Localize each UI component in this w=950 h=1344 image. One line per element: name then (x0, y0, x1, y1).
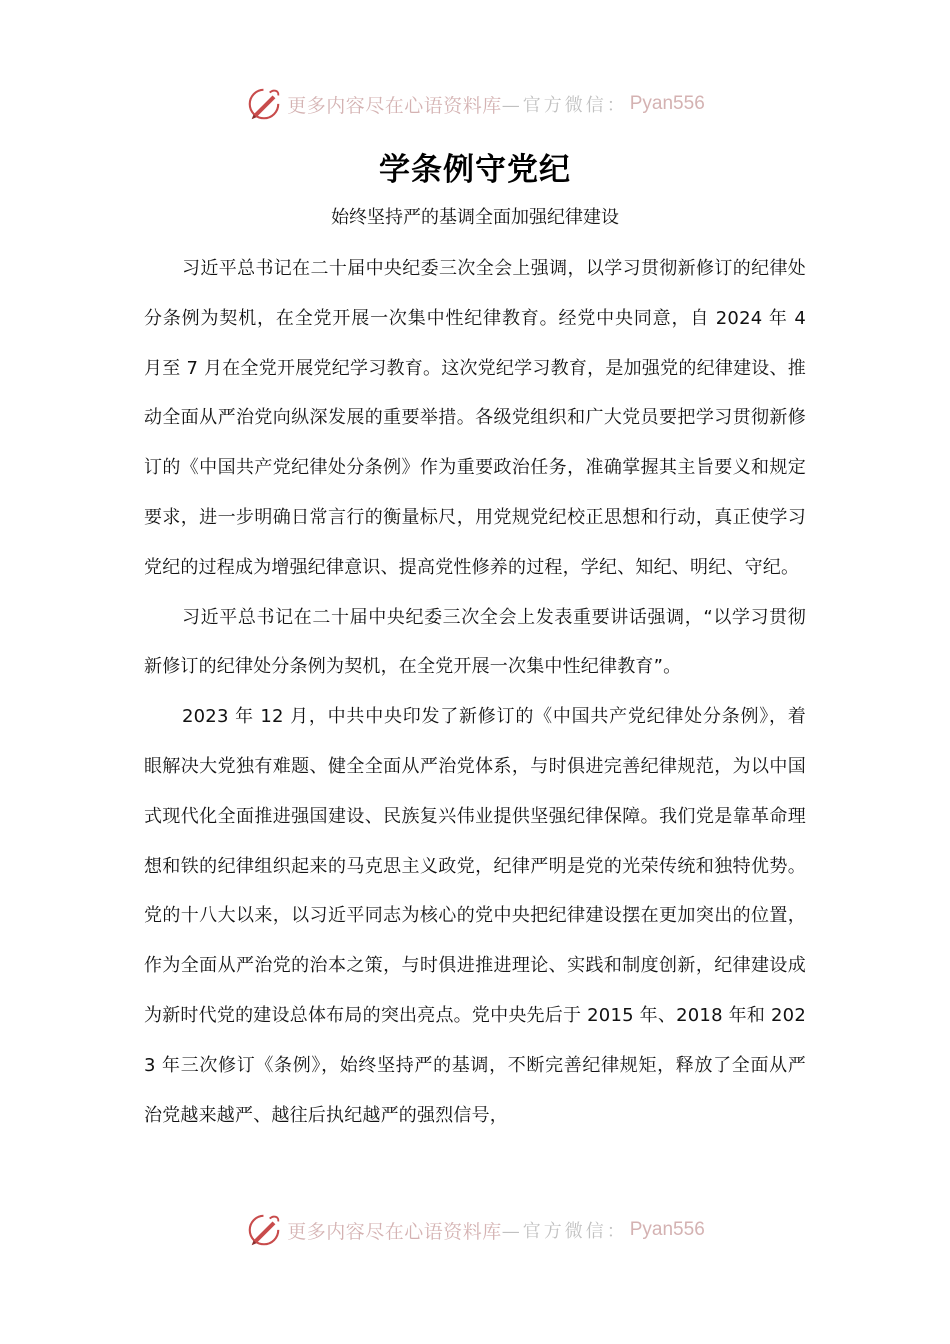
document-body (144, 244, 806, 1140)
pen-logo-icon (245, 85, 283, 123)
paragraph: 2023 年 12 月，中共中央印发了新修订的《中国共产党纪律处分条例》，着眼解决大党独有难题、健全全面从严治党体系，与时俱进完善纪律规范，为以中国式现代化全面推进强国建设、民族复兴伟业提供坚强纪律保障。我们党是靠革命理想和铁的纪律组织起来的马克思主义政党，纪律严明是党的光荣传统和独特优势。党的十八大以来，以习近平同志为核心的党中央把纪律建设摆在更加突出的位置，作为全面从严治党的治本之策，与时俱进推进理论、实践和制度创新，纪律建设成为新时代党的建设总体布局的突出亮点。党中央先后于 2015 年、2018 年和 2023 年三次修订《条例》，始终坚持严的基调，不断完善纪律规矩，释放了全面从严治党越来越严、越往后执纪越严的强烈信号， (144, 706, 806, 1126)
footer-watermark-banner (0, 1208, 950, 1252)
banner-wechat-label: —官方微信： (501, 1221, 628, 1242)
banner-wechat-label: —官方微信： (501, 95, 628, 116)
document-title: 学条例守党纪 (379, 152, 571, 188)
paragraph: 习近平总书记在二十届中央纪委三次全会上发表重要讲话强调，“以学习贯彻新修订的纪律处分条例为契机，在全党开展一次集中性纪律教育”。 (144, 606, 806, 678)
banner-text: 更多内容尽在心语资料库 (287, 94, 502, 117)
banner-wechat-id: Pyan556 (629, 93, 705, 114)
pen-logo-icon (245, 1211, 283, 1249)
header-watermark-banner (0, 82, 950, 126)
document-subtitle: 始终坚持严的基调全面加强纪律建设 (331, 207, 619, 228)
banner-wechat-id: Pyan556 (629, 1219, 705, 1240)
banner-text: 更多内容尽在心语资料库 (287, 1220, 502, 1243)
paragraph: 习近平总书记在二十届中央纪委三次全会上强调，以学习贯彻新修订的纪律处分条例为契机，在全党开展一次集中性纪律教育。经党中央同意，自 2024 年 4 月至 7 月在全党开展党纪学习教育。这次党纪学习教育，是加强党的纪律建设、推动全面从严治党向纵深发展的重要举措。各级党组织和广大党员要把学习贯彻新修订的《中国共产党纪律处分条例》作为重要政治任务，准确掌握其主旨要义和规定要求，进一步明确日常言行的衡量标尺，用党规党纪校正思想和行动，真正使学习党纪的过程成为增强纪律意识、提高党性修养的过程，学纪、知纪、明纪、守纪。 (144, 258, 806, 578)
